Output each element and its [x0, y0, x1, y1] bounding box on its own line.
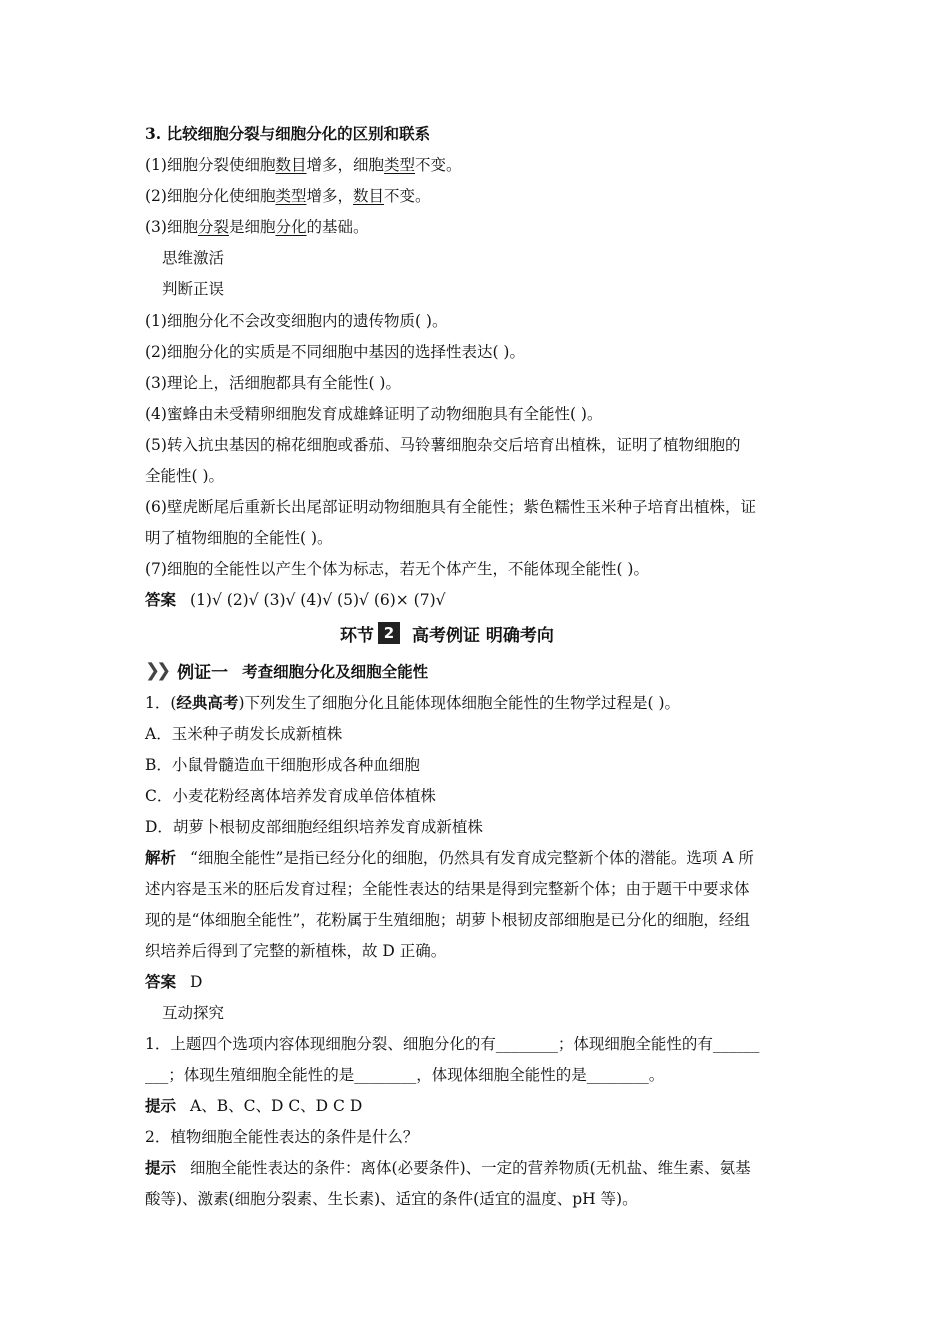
example-label: 例证一 — [177, 663, 229, 683]
question-stem — [145, 693, 680, 713]
analysis-line: 织培养后得到了完整的新植株，故 D 正确。 — [145, 942, 447, 960]
text: 的基础。 — [306, 218, 369, 236]
answer-label: 答案 — [145, 590, 177, 609]
hint-line: 酸等)、激素(细胞分裂素、生长素)、适宜的条件(适宜的温度、pH 等)。 — [145, 1190, 638, 1208]
text: 不变。 — [415, 156, 462, 174]
answer-text: (1)√ (2)√ (3)√ (4)√ (5)√ (6)× (7)√ — [190, 591, 446, 609]
text: 不变。 — [384, 187, 431, 205]
hint-label: 提示 — [145, 1096, 177, 1115]
option-b: B．小鼠骨髓造血干细胞形成各种血细胞 — [145, 756, 420, 774]
underlined-term: 分化 — [275, 218, 307, 236]
text: )下列发生了细胞分化且能体现体细胞全能性的生物学过程是( )。 — [238, 694, 681, 712]
hint-text: 细胞全能性表达的条件：离体(必要条件)、一定的营养物质(无机盐、维生素、氨基 — [190, 1159, 751, 1177]
text: 增多， — [306, 187, 353, 205]
judge-item: (4)蜜蜂由未受精卵细胞发育成雄蜂证明了动物细胞具有全能性( )。 — [145, 405, 603, 423]
analysis-line: 述内容是玉米的胚后发育过程；全能性表达的结果是得到完整新个体；由于题干中要求体 — [145, 880, 750, 898]
judge-item: (1)细胞分化不会改变细胞内的遗传物质( )。 — [145, 312, 448, 330]
hint-label: 提示 — [145, 1158, 177, 1177]
example-header — [145, 658, 428, 683]
option-c: C．小麦花粉经离体培养发育成单倍体植株 — [145, 787, 436, 805]
judge-item: (5)转入抗虫基因的棉花细胞或番茄、马铃薯细胞杂交后培育出植株，证明了植物细胞的 — [145, 436, 741, 454]
thinking-title: 思维激活 — [162, 249, 225, 267]
text: 1．( — [145, 694, 177, 712]
section-heading: 3. 比较细胞分裂与细胞分化的区别和联系 — [145, 124, 431, 143]
option-d: D．胡萝卜根韧皮部细胞经组织培养发育成新植株 — [145, 818, 483, 836]
answer-line — [145, 590, 446, 610]
text: 增多，细胞 — [306, 156, 384, 174]
hint-text: A、B、C、D C、D C D — [190, 1097, 363, 1115]
section-prefix: 环节 — [340, 625, 374, 646]
underlined-term: 数目 — [353, 187, 385, 205]
judge-item: 明了植物细胞的全能性( )。 — [145, 529, 333, 547]
judge-item: (3)理论上，活细胞都具有全能性( )。 — [145, 374, 401, 392]
example-title: 考查细胞分化及细胞全能性 — [242, 661, 429, 681]
interactive-question: 1．上题四个选项内容体现细胞分裂、细胞分化的有________；体现细胞全能性的有______ — [145, 1035, 760, 1053]
text: (2)细胞分化使细胞 — [145, 187, 276, 205]
judge-item: (6)壁虎断尾后重新长出尾部证明动物细胞具有全能性；紫色糯性玉米种子培育出植株，证 — [145, 498, 756, 516]
text-line — [145, 155, 462, 175]
underlined-term: 数目 — [275, 156, 307, 174]
section-header — [340, 620, 554, 646]
interactive-question: ___；体现生殖细胞全能性的是________，体现体细胞全能性的是________。 — [145, 1066, 665, 1084]
analysis-line: 现的是“体细胞全能性”，花粉属于生殖细胞；胡萝卜根韧皮部细胞是已分化的细胞，经组 — [145, 911, 750, 929]
option-a: A．玉米种子萌发长成新植株 — [145, 725, 343, 743]
double-chevron-icon: ❯❯ — [145, 660, 168, 681]
section-number-badge: 2 — [378, 622, 400, 644]
underlined-term: 类型 — [384, 156, 416, 174]
thinking-subtitle: 判断正误 — [162, 280, 225, 298]
judge-item: 全能性( )。 — [145, 467, 225, 485]
source-tag: 经典高考 — [176, 693, 239, 712]
text: “细胞全能性”是指已经分化的细胞，仍然具有发育成完整新个体的潜能。选项 A 所 — [190, 849, 754, 867]
text-line — [145, 217, 369, 237]
analysis-label: 解析 — [145, 848, 177, 867]
answer-text: D — [190, 973, 203, 991]
interactive-title: 互动探究 — [162, 1004, 225, 1022]
text: 是细胞 — [228, 218, 276, 236]
judge-item: (2)细胞分化的实质是不同细胞中基因的选择性表达( )。 — [145, 343, 525, 361]
text: (3)细胞 — [145, 218, 198, 236]
text-line — [145, 186, 431, 206]
hint-line — [145, 1158, 751, 1178]
analysis-line — [145, 848, 754, 868]
section-title: 高考例证 明确考向 — [412, 625, 554, 646]
judge-item: (7)细胞的全能性以产生个体为标志，若无个体产生，不能体现全能性( )。 — [145, 560, 649, 578]
text: (1)细胞分裂使细胞 — [145, 156, 276, 174]
interactive-question: 2．植物细胞全能性表达的条件是什么？ — [145, 1128, 419, 1146]
hint-line — [145, 1096, 362, 1116]
answer-line — [145, 972, 202, 992]
underlined-term: 类型 — [275, 187, 307, 205]
underlined-term: 分裂 — [197, 218, 229, 236]
answer-label: 答案 — [145, 972, 177, 991]
